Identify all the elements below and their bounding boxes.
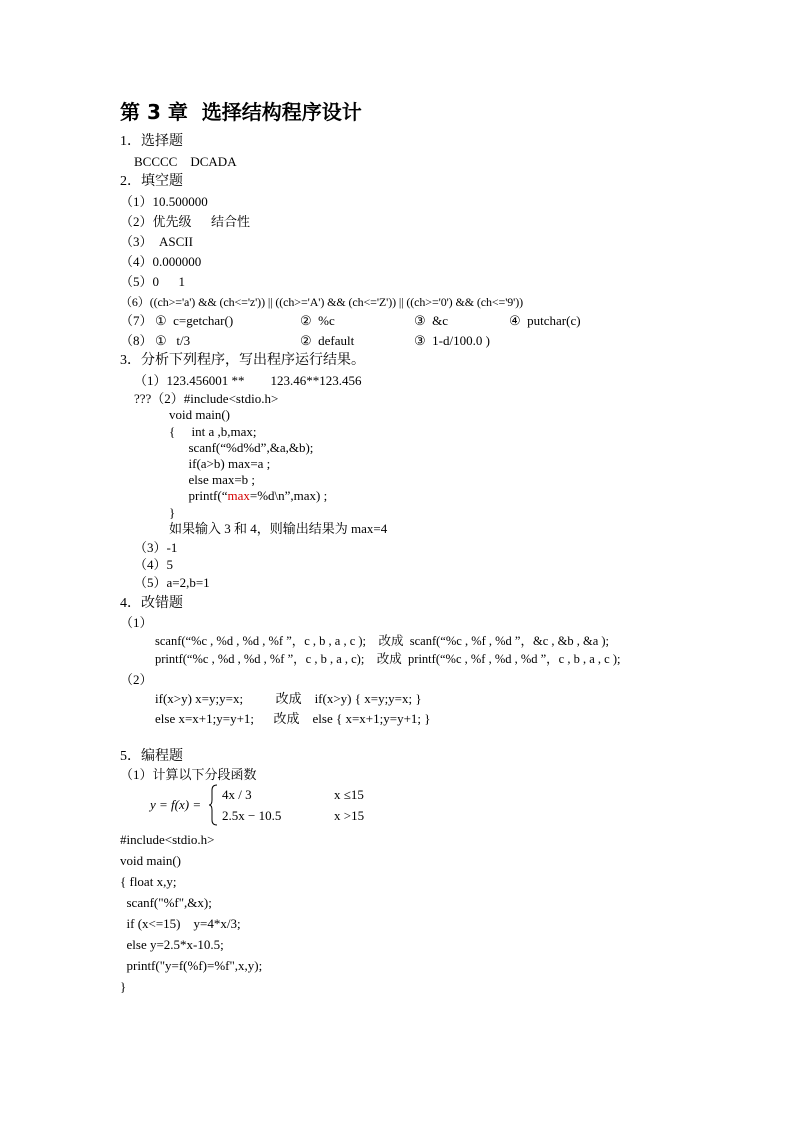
section-2-heading: 2．填空题: [120, 174, 183, 189]
fill-answer-8-blank-3: ③ 1-d/100.0 ): [414, 333, 490, 348]
fill-answer-4: （4）0.000000: [120, 254, 202, 269]
analysis-answer-1: （1）123.456001 ** 123.46**123.456: [134, 373, 362, 388]
correction-2-line-2: else x=x+1;y=y+1; 改成 else { x=x+1;y=y+1; }: [155, 711, 431, 726]
program-code-line: }: [120, 979, 127, 994]
formula-case-2-condition: x >15: [334, 808, 365, 823]
program-code-line: else y=2.5*x-10.5;: [120, 937, 224, 952]
analysis-answer-4: （4）5: [134, 557, 174, 572]
section-1-heading: 1．选择题: [120, 134, 183, 149]
code-line: void main(): [169, 407, 231, 422]
program-code-line: { float x,y;: [120, 874, 177, 889]
correction-1-line-1: scanf(“%c , %d , %d , %f ”，c , b , a , c ); 改成 scanf(“%c , %f , %d ”，&c , &b , &a );: [155, 634, 610, 648]
formula-lhs: y = f(x) =: [150, 797, 202, 812]
programming-question-1: （1）计算以下分段函数: [120, 767, 257, 782]
printf-highlight: max: [227, 488, 250, 503]
program-code-line: if (x<=15) y=4*x/3;: [120, 916, 241, 931]
analysis-answer-3: （3）-1: [134, 540, 178, 555]
left-brace-icon: [208, 784, 218, 826]
section-5-heading: 5．编程题: [120, 749, 183, 764]
program-code-line: #include<stdio.h>: [120, 832, 215, 847]
fill-answer-8-label: （8）: [120, 333, 153, 348]
analysis-answer-2-heading: ???（2）#include<stdio.h>: [134, 391, 279, 406]
fill-answer-7-blank-1: ① c=getchar(): [155, 313, 234, 328]
fill-answer-8-blank-1: ① t/3: [155, 333, 191, 348]
analysis-result: 如果输入 3 和 4，则输出结果为 max=4: [169, 521, 388, 536]
correction-2-label: （2）: [120, 672, 153, 687]
code-line: }: [169, 505, 176, 520]
formula-case-1-condition: x ≤15: [334, 787, 364, 802]
fill-answer-7-label: （7）: [120, 313, 153, 328]
code-line: if(a>b) max=a ;: [169, 456, 271, 471]
fill-answer-7-blank-2: ② %c: [300, 313, 335, 328]
fill-answer-7-blank-3: ③ &c: [414, 313, 449, 328]
correction-1-label: （1）: [120, 615, 153, 630]
formula-case-1-expression: 4x / 3: [222, 787, 252, 802]
fill-answer-1: （1）10.500000: [120, 194, 208, 209]
fill-answer-8-blank-2: ② default: [300, 333, 355, 348]
correction-2-line-1: if(x>y) x=y;y=x; 改成 if(x>y) { x=y;y=x; }: [155, 691, 422, 706]
fill-answer-2: （2）优先级 结合性: [120, 214, 251, 229]
chapter-title: 第 3 章 选择结构程序设计: [120, 100, 362, 124]
program-code-line: printf("y=f(%f)=%f",x,y);: [120, 958, 263, 973]
correction-1-line-2: printf(“%c , %d , %d , %f ”，c , b , a , c); 改成 printf(“%c , %f , %d , %d ”，c , b , a , c );: [155, 652, 621, 666]
formula-case-2-expression: 2.5x − 10.5: [222, 808, 282, 823]
printf-prefix: printf(“: [169, 488, 228, 503]
code-line: else max=b ;: [169, 472, 256, 487]
program-code-line: scanf("%f",&x);: [120, 895, 212, 910]
section-4-heading: 4．改错题: [120, 596, 183, 611]
printf-suffix: =%d\n”,max) ;: [249, 488, 328, 503]
section-1-answer: BCCCC DCADA: [134, 154, 237, 169]
fill-answer-6: （6）((ch>='a') && (ch<='z')) || ((ch>='A') && (ch<='Z')) || ((ch>='0') && (ch<='9')): [120, 295, 524, 309]
analysis-answer-5: （5）a=2,b=1: [134, 575, 210, 590]
code-line: { int a ,b,max;: [169, 424, 257, 439]
code-line: scanf(“%d%d”,&a,&b);: [169, 440, 314, 455]
section-3-heading: 3．分析下列程序，写出程序运行结果。: [120, 353, 365, 368]
fill-answer-5: （5）0 1: [120, 274, 186, 289]
program-code-line: void main(): [120, 853, 182, 868]
code-line-printf: [169, 488, 327, 504]
fill-answer-3: （3） ASCII: [120, 234, 193, 249]
fill-answer-7-blank-4: ④ putchar(c): [509, 313, 581, 328]
